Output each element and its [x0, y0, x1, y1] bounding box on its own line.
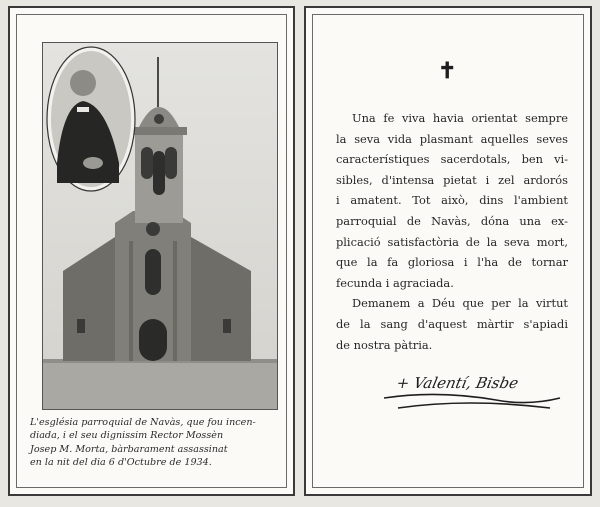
text-line: de nostra pàtria.: [336, 337, 433, 352]
text-line: Una fe viva havia orientat sempre: [352, 111, 568, 125]
bishop-signature: [378, 368, 568, 418]
left-card-panel: [8, 6, 295, 496]
text-line: parroquial de Navàs, dóna una ex-: [336, 213, 568, 228]
text-line: fecunda i agraciada.: [336, 275, 454, 290]
caption-line: en la nit del dia 6 d'Octubre de 1934.: [30, 457, 212, 469]
caption-line: Josep M. Morta, bàrbarament assassinat: [30, 443, 228, 455]
memorial-text: [336, 108, 568, 355]
church-illustration: [43, 43, 277, 409]
right-card-panel: [304, 6, 592, 496]
signature-flourish: [378, 368, 568, 418]
text-line: plicació satisfactòria de la seva mort,: [336, 234, 568, 249]
text-line: sibles, d'intensa pietat i zel ardorós: [336, 172, 568, 187]
text-line: la seva vida plasmant aquelles seves: [336, 131, 568, 146]
signature-text: + Valentí, Bisbe: [394, 374, 521, 392]
cross-icon: ✝: [438, 58, 457, 84]
text-line: que la fa gloriosa i l'ha de tornar: [336, 255, 568, 270]
church-photo: [42, 42, 278, 410]
caption-line: L'església parroquial de Navàs, que fou incen-: [30, 417, 256, 428]
caption-line: diada, i el seu dignissim Rector Mossèn: [30, 430, 224, 442]
photo-caption: [30, 416, 278, 470]
text-line: característiques sacerdotals, ben vi-: [336, 152, 568, 167]
text-line: de la sang d'aquest màrtir s'apiadi: [336, 316, 568, 331]
text-line: i amatent. Tot això, dins l'ambient: [336, 193, 568, 208]
text-line: Demanem a Déu que per la virtut: [352, 296, 568, 311]
